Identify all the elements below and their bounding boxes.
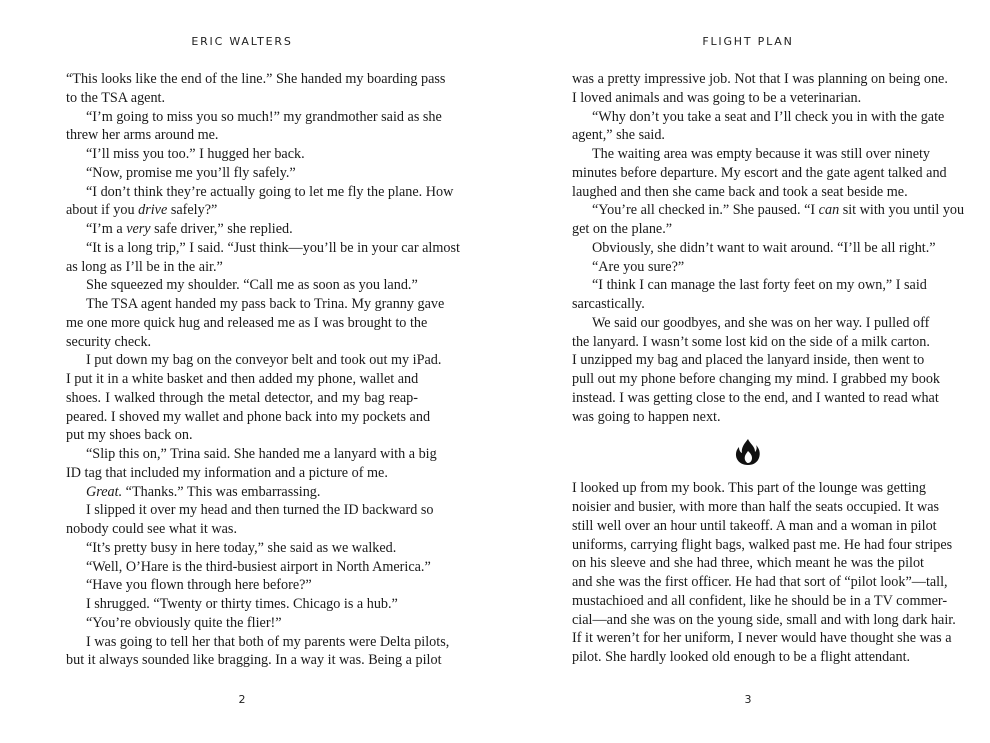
text-line: mustachioed and all confident, like he should be in a TV commer-	[572, 592, 948, 609]
right-page	[572, 0, 965, 743]
text-line: “Are you sure?”	[592, 258, 685, 275]
text-line: threw her arms around me.	[66, 127, 219, 144]
text-line: “I’ll miss you too.” I hugged her back.	[86, 146, 305, 162]
text-line: “I don’t think they’re actually going to let me fly the plane. How	[86, 183, 454, 200]
text-line: “You’re all checked in.” She paused. “I can sit with you until you	[592, 202, 965, 219]
running-head-author: ERIC WALTERS	[191, 35, 293, 48]
text-line: nobody could see what it was.	[66, 521, 238, 537]
text-after-break	[572, 479, 956, 667]
text-line: get on the plane.”	[572, 221, 673, 237]
text-line: uniforms, carrying flight bags, walked past me. He had four stripes	[572, 536, 953, 553]
text-line: “You’re obviously quite the flier!”	[86, 614, 282, 631]
text-line: ID tag that included my information and a picture of me.	[66, 464, 388, 481]
text-line: She squeezed my shoulder. “Call me as soon as you land.”	[86, 277, 418, 294]
page-number-right: 3	[744, 693, 752, 706]
text-line: Great. “Thanks.” This was embarrassing.	[86, 483, 321, 500]
page-number-left: 2	[238, 693, 246, 706]
text-line: We said our goodbyes, and she was on her way. I pulled off	[592, 314, 930, 331]
text-line: was a pretty impressive job. Not that I was planning on being one.	[572, 71, 948, 87]
text-line: “Why don’t you take a seat and I’ll check you in with the gate	[592, 108, 945, 125]
text-line: agent,” she said.	[572, 127, 665, 144]
text-line: The waiting area was empty because it was still over ninety	[592, 146, 931, 162]
text-line: The TSA agent handed my pass back to Trina. My granny gave	[86, 296, 445, 312]
text-line: I shrugged. “Twenty or thirty times. Chicago is a hub.”	[86, 596, 398, 612]
text-line: I looked up from my book. This part of the lounge was getting	[572, 480, 926, 497]
text-line: laughed and then she came back and took a seat beside me.	[572, 183, 908, 200]
text-line: peared. I shoved my wallet and phone back into my pockets and	[66, 408, 431, 425]
text-line: shoes. I walked through the metal detector, and my bag reap-	[66, 389, 418, 406]
text-line: put my shoes back on.	[66, 427, 193, 444]
text-line: “Now, promise me you’ll fly safely.”	[86, 164, 296, 181]
text-line: security check.	[66, 333, 152, 350]
text-line: about if you drive safely?”	[66, 202, 218, 219]
text-line: I loved animals and was going to be a veterinarian.	[572, 89, 862, 106]
text-line: I was going to tell her that both of my parents were Delta pilots,	[86, 633, 450, 650]
text-line: but it always sounded like bragging. In a way it was. Being a pilot	[66, 652, 442, 669]
text-line: I slipped it over my head and then turned the ID backward so	[86, 502, 434, 519]
text-line: pilot. She hardly looked old enough to be a flight attendant.	[572, 649, 911, 665]
flame-icon	[572, 434, 924, 470]
text-line: I put down my bag on the conveyor belt and took out my iPad.	[86, 352, 442, 369]
right-page-text	[572, 70, 965, 667]
text-line: on his sleeve and she had three, which meant he was the pilot	[572, 555, 924, 572]
left-page-text	[66, 70, 460, 670]
text-line: I unzipped my bag and placed the lanyard inside, then went to	[572, 352, 925, 369]
text-line: “This looks like the end of the line.” She handed my boarding pass	[66, 71, 446, 87]
text-line: and she was the first officer. He had that sort of “pilot look”—tall,	[572, 574, 948, 590]
text-line: pull out my phone before changing my mind. I grabbed my book	[572, 371, 941, 387]
text-line: “It’s pretty busy in here today,” she said as we walked.	[86, 539, 397, 556]
text-line: “I’m going to miss you so much!” my grandmother said as she	[86, 108, 442, 125]
text-line: sarcastically.	[572, 296, 645, 312]
text-line: the lanyard. I wasn’t some lost kid on the side of a milk carton.	[572, 333, 930, 350]
text-line: cial—and she was on the young side, small and with long dark hair.	[572, 611, 956, 628]
text-line: minutes before departure. My escort and the gate agent talked and	[572, 164, 947, 181]
running-head-title: FLIGHT PLAN	[702, 35, 794, 48]
text-line: “I think I can manage the last forty feet on my own,” I said	[592, 277, 927, 294]
text-line: “Have you flown through here before?”	[86, 577, 312, 594]
text-line: “Slip this on,” Trina said. She handed me a lanyard with a big	[86, 446, 437, 462]
text-line: I put it in a white basket and then added my phone, wallet and	[66, 371, 419, 387]
text-line: If it weren’t for her uniform, I never would have thought she was a	[572, 630, 952, 647]
text-line: still well over an hour until takeoff. A man and a woman in pilot	[572, 517, 937, 534]
left-page	[66, 0, 460, 743]
text-line: instead. I was getting close to the end, and I wanted to read what	[572, 389, 939, 406]
text-line: Obviously, she didn’t want to wait around. “I’ll be all right.”	[592, 239, 936, 256]
text-line: “I’m a very safe driver,” she replied.	[86, 221, 293, 237]
text-line: “Well, O’Hare is the third-busiest airport in North America.”	[86, 558, 431, 575]
text-line: noisier and busier, with more than half the seats occupied. It was	[572, 499, 940, 515]
text-line: was going to happen next.	[572, 408, 721, 425]
text-before-break	[572, 70, 965, 426]
text-line: to the TSA agent.	[66, 89, 166, 106]
text-line: as long as I’ll be in the air.”	[66, 258, 223, 275]
text-line: me one more quick hug and released me as I was brought to the	[66, 314, 428, 331]
text-line: “It is a long trip,” I said. “Just think—you’ll be in your car almost	[86, 239, 460, 256]
